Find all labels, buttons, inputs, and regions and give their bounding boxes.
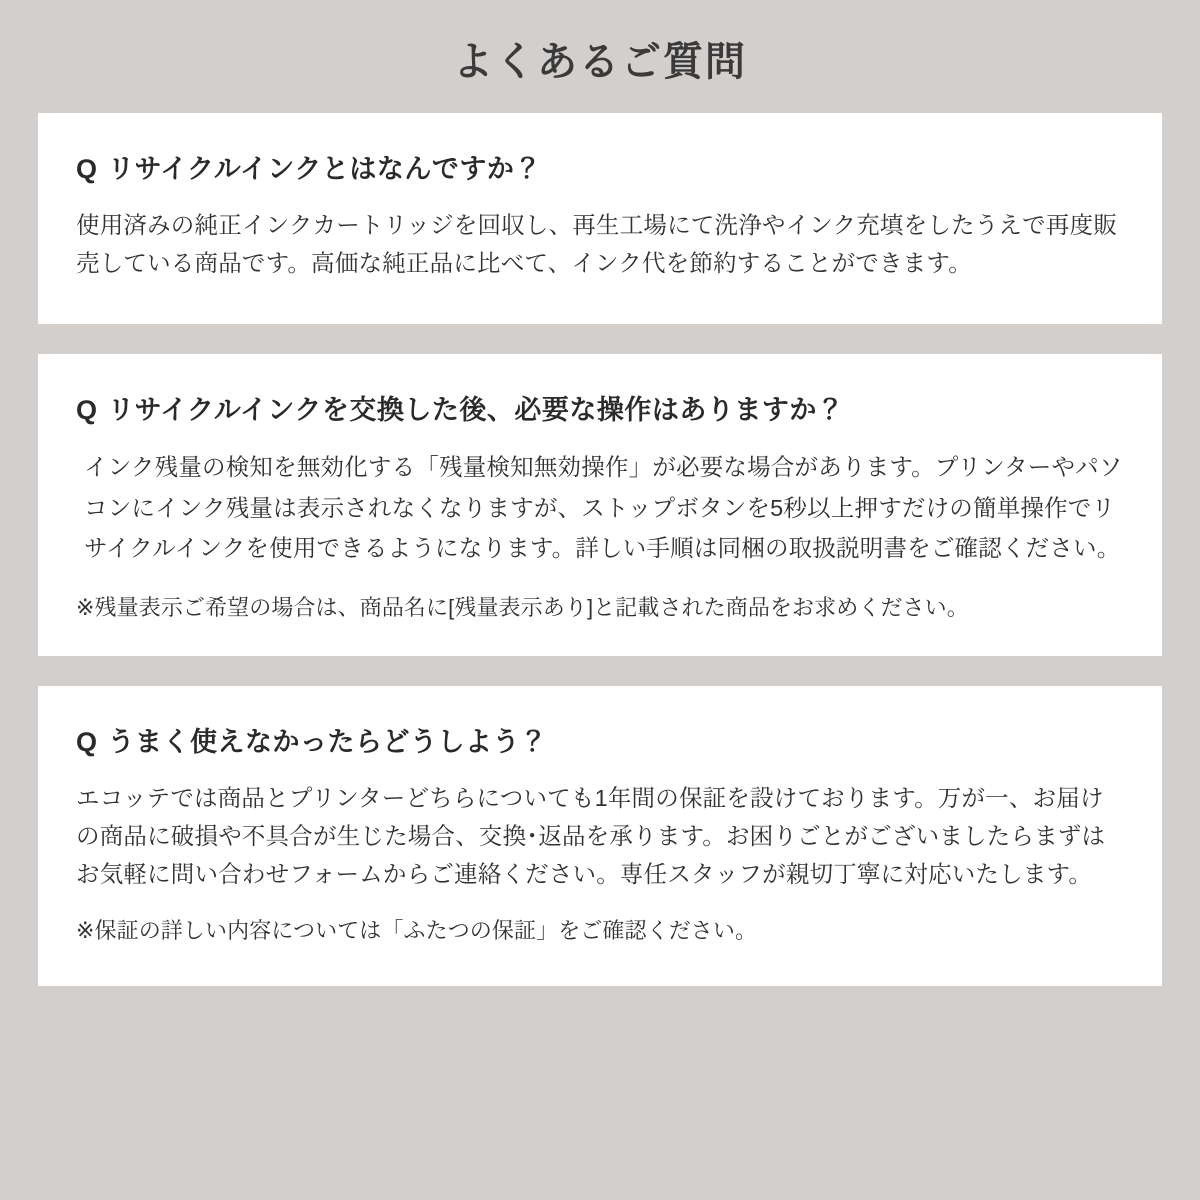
faq-card xyxy=(38,686,1162,986)
question-text: リサイクルインクとはなんですか？ xyxy=(107,154,542,184)
question-marker: Q xyxy=(76,395,98,426)
faq-answer: エコッテでは商品とプリンターどちらについても1年間の保証を設けております。万が一、お届けの商品に破損や不具合が生じた場合、交換･返品を承ります。お困りごとがございましたらまずはお気軽に問い合わせフォームからご連絡ください。専任スタッフが親切丁寧に対応いたします。 xyxy=(76,784,1106,887)
faq-question xyxy=(76,388,1124,427)
question-text: うまく使えなかったらどうしよう？ xyxy=(107,726,548,757)
question-marker: Q xyxy=(76,154,98,184)
faq-answer: 使用済みの純正インクカートリッジを回収し、再生工場にて洗浄やインク充填をしたうえで再度販売している商品です。高価な純正品に比べて、インク代を節約することができます。 xyxy=(76,212,1117,277)
question-text: リサイクルインクを交換した後、必要な操作はありますか？ xyxy=(107,395,845,426)
faq-question xyxy=(76,147,1124,186)
question-marker: Q xyxy=(76,726,98,757)
faq-note: ※保証の詳しい内容については「ふたつの保証」をご確認ください。 xyxy=(76,917,758,943)
page-title: よくあるご質問 xyxy=(453,40,747,84)
faq-question xyxy=(76,720,1124,759)
faq-answer: インク残量の検知を無効化する「残量検知無効操作」が必要な場合があります。プリンターやパソコンにインク残量は表示されなくなりますが、ストップボタンを5秒以上押すだけの簡単操作でリサイクルインクを使用できるようになります。詳しい手順は同梱の取扱説明書をご確認ください。 xyxy=(84,454,1123,561)
faq-card xyxy=(38,113,1162,324)
faq-card xyxy=(38,354,1162,655)
faq-note: ※残量表示ご希望の場合は、商品名に[残量表示あり]と記載された商品をお求めください。 xyxy=(76,595,969,621)
